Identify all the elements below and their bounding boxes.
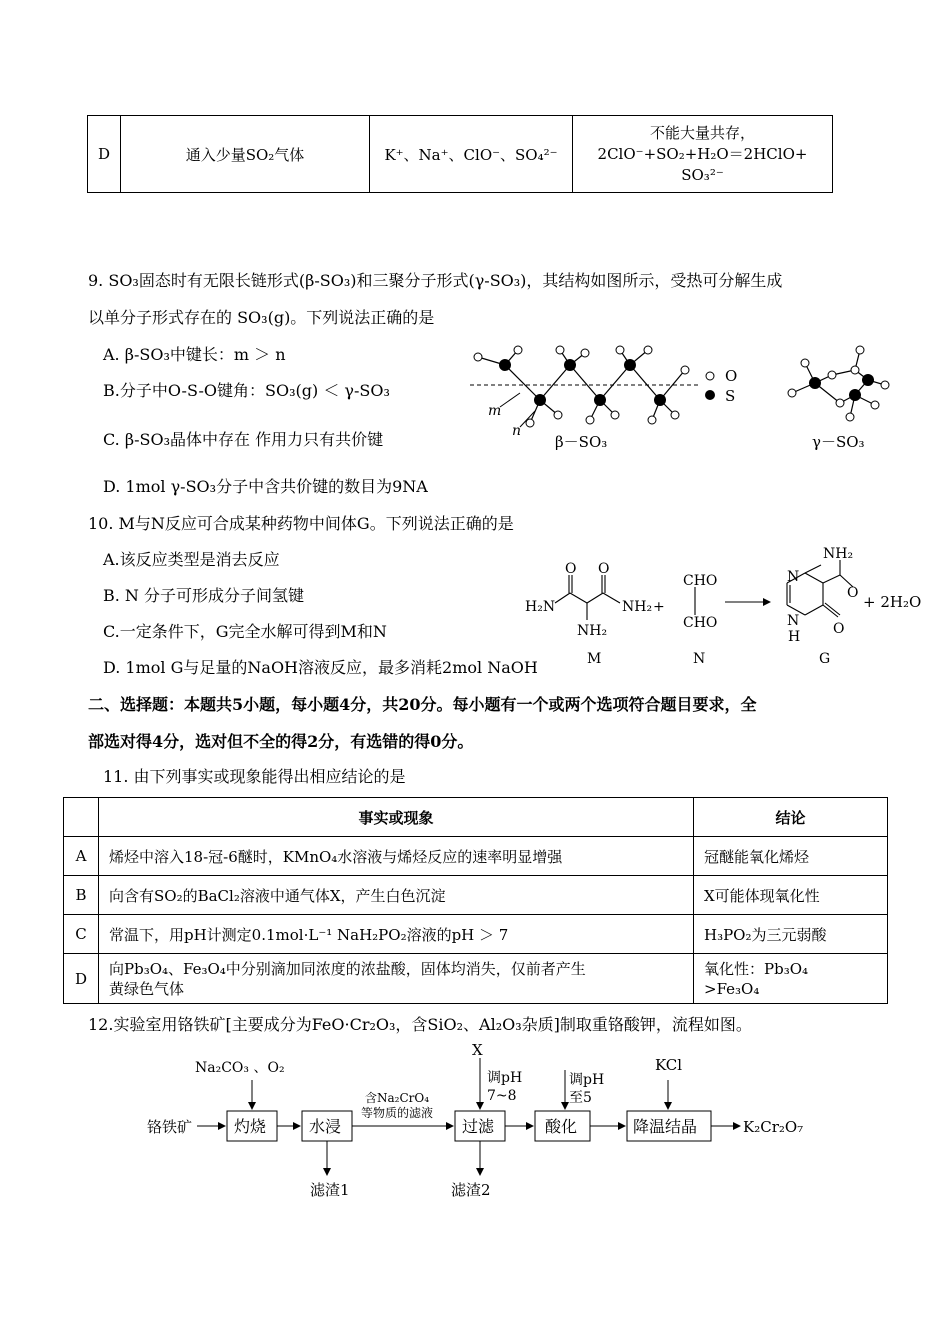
flow-ph2-line1: 调pH — [569, 1072, 605, 1088]
q11-row-d-fact — [99, 954, 694, 1004]
flow-ph1-line1: 调pH — [487, 1070, 523, 1086]
q11-row-b-fact: 向含有SO₂的BaCl₂溶液中通气体X，产生白色沉淀 — [99, 876, 694, 915]
section2-line2: 部选对得4分，选对但不全的得2分，有选错的得0分。 — [88, 732, 474, 751]
q9-option-a: A. β-SO₃中键长：m ＞ n — [103, 345, 286, 364]
label-m: M — [587, 651, 602, 667]
legend-oxygen-label: O — [725, 367, 738, 385]
legend-sulfur-icon — [705, 390, 715, 400]
flow-residue1: 滤渣1 — [310, 1181, 350, 1199]
m-right-amine: NH₂ — [622, 599, 653, 615]
q11-row-d-conclusion-line1: 氧化性：Pb₃O₄ — [704, 959, 809, 978]
q11-row-a-conclusion: 冠醚能氧化烯烃 — [694, 837, 888, 876]
q10-option-d: D. 1mol G与足量的NaOH溶液反应，最多消耗2mol NaOH — [103, 658, 538, 677]
q11-row-d-conclusion-line2: >Fe₃O₄ — [704, 979, 760, 998]
flow-reagent-x: X — [472, 1041, 483, 1059]
flow-step-filter-label: 过滤 — [462, 1117, 495, 1136]
water-product: + 2H₂O — [863, 593, 922, 611]
table1-result-line2: 2ClO⁻+SO₂+H₂O＝2HClO+ — [597, 144, 808, 163]
q11-row-b-conclusion: X可能体现氧化性 — [694, 876, 888, 915]
reaction-figure — [525, 545, 930, 670]
table1-row-label: D — [88, 116, 121, 193]
n-aldehyde-top: CHO — [683, 573, 718, 589]
table1-ions: K⁺、Na⁺、ClO⁻、SO₄²⁻ — [370, 116, 573, 193]
q9-option-d: D. 1mol γ-SO₃分子中含共价键的数目为9NA — [103, 477, 428, 496]
q11-row-c-fact: 常温下，用pH计测定0.1mol·L⁻¹ NaH₂PO₂溶液的pH ＞ 7 — [99, 915, 694, 954]
flow-filtrate-line1: 含Na₂CrO₄ — [365, 1091, 430, 1105]
q10-stem: 10. M与N反应可合成某种药物中间体G。下列说法正确的是 — [88, 514, 514, 533]
flow-start-chromite: 铬铁矿 — [147, 1118, 193, 1136]
section2-line1: 二、选择题：本题共5小题，每小题4分，共20分。每小题有一个或两个选项符合题目要求，全 — [88, 695, 757, 714]
q11-row-c-label: C — [64, 915, 99, 954]
m-carbonyl-o2: O — [598, 561, 610, 577]
table1-result-line3: SO₃²⁻ — [681, 165, 724, 184]
g-amide-o: O — [847, 585, 859, 601]
flow-step-roast-label: 灼烧 — [234, 1117, 267, 1136]
bond-label-m: m — [488, 403, 502, 419]
q9-option-b: B.分子中O-S-O键角：SO₃(g) ＜ γ-SO₃ — [103, 381, 390, 400]
q11-table — [63, 797, 888, 1004]
bond-label-n: n — [512, 423, 522, 439]
q9-option-c: C. β-SO₃晶体中存在 作用力只有共价键 — [103, 430, 384, 449]
so3-structure-figure — [460, 335, 900, 460]
m-left-amine: H₂N — [525, 599, 556, 615]
flow-reagent-na2co3-o2: Na₂CO₃ 、O₂ — [195, 1060, 285, 1076]
legend-oxygen-icon — [706, 372, 714, 380]
m-bottom-amine: NH₂ — [577, 623, 608, 639]
q11-header-conclusion: 结论 — [694, 798, 888, 837]
table1-result-line1: 不能大量共存， — [649, 123, 755, 142]
g-ring-nh: N — [787, 613, 800, 629]
legend-sulfur-label: S — [725, 387, 736, 405]
g-ring-h: H — [788, 629, 801, 645]
label-n: N — [693, 651, 706, 667]
q11-stem: 11. 由下列事实或现象能得出相应结论的是 — [103, 767, 406, 786]
q10-option-c: C.一定条件下，G完全水解可得到M和N — [103, 622, 387, 641]
flow-step-leach-label: 水浸 — [309, 1117, 342, 1136]
flow-step-crystallize-label: 降温结晶 — [633, 1117, 698, 1136]
q10-option-a: A.该反应类型是消去反应 — [103, 550, 280, 569]
flow-filtrate-line2: 等物质的滤液 — [361, 1106, 434, 1120]
plus-sign: + — [653, 599, 665, 615]
q11-row-a-label: A — [64, 837, 99, 876]
flow-product-k2cr2o7: K₂Cr₂O₇ — [743, 1118, 804, 1136]
ion-coexistence-table — [87, 115, 833, 193]
flow-ph1-line2: 7~8 — [487, 1088, 517, 1104]
gamma-so3-label: γ－SO₃ — [812, 433, 865, 451]
q11-row-d-fact-line1: 向Pb₃O₄、Fe₃O₄中分别滴加同浓度的浓盐酸，固体均消失，仅前者产生 — [109, 959, 586, 978]
g-ring-n: N — [787, 569, 800, 585]
process-flow-diagram — [145, 1040, 825, 1210]
q11-row-d-fact-line2: 黄绿色气体 — [109, 979, 185, 998]
table1-operation: 通入少量SO₂气体 — [121, 116, 370, 193]
q11-row-d-conclusion — [694, 954, 888, 1004]
flow-reagent-kcl: KCl — [655, 1056, 683, 1074]
q11-row-d-label: D — [64, 954, 99, 1004]
n-aldehyde-bottom: CHO — [683, 615, 718, 631]
q9-stem-line1: 9. SO₃固态时有无限长链形式(β-SO₃)和三聚分子形式(γ-SO₃)，其结构如图所示，受热可分解生成 — [88, 271, 783, 290]
table1-result — [573, 116, 833, 193]
q11-row-a-fact: 烯烃中溶入18-冠-6醚时，KMnO₄水溶液与烯烃反应的速率明显增强 — [99, 837, 694, 876]
label-g: G — [819, 651, 831, 667]
flow-step-acidify-label: 酸化 — [545, 1117, 578, 1136]
q10-option-b: B. N 分子可形成分子间氢键 — [103, 586, 305, 605]
q9-stem-line2: 以单分子形式存在的 SO₃(g)。下列说法正确的是 — [88, 308, 435, 327]
q11-row-b-label: B — [64, 876, 99, 915]
g-ring-o: O — [833, 621, 845, 637]
beta-so3-label: β－SO₃ — [555, 433, 608, 451]
q11-row-c-conclusion: H₃PO₂为三元弱酸 — [694, 915, 888, 954]
q12-stem: 12.实验室用铬铁矿[主要成分为FeO·Cr₂O₃，含SiO₂、Al₂O₃杂质]制取重铬酸钾，流程如图。 — [88, 1015, 752, 1034]
flow-residue2: 滤渣2 — [451, 1181, 491, 1199]
flow-ph2-line2: 至5 — [569, 1090, 592, 1106]
q11-header-fact: 事实或现象 — [99, 798, 694, 837]
m-carbonyl-o1: O — [565, 561, 577, 577]
g-amide-nh2: NH₂ — [823, 546, 854, 562]
